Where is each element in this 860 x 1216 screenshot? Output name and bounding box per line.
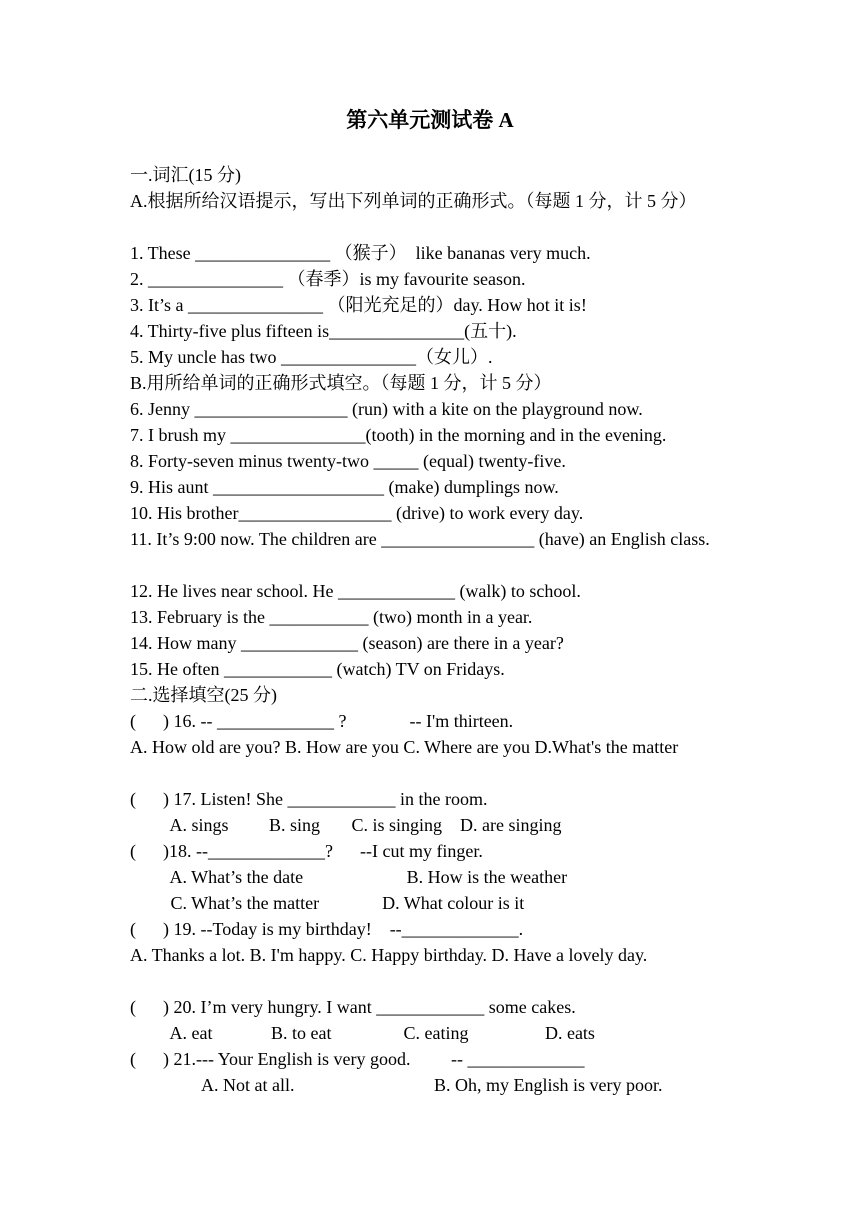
- instruction-part-b: B.用所给单词的正确形式填空。（每题 1 分，计 5 分）: [130, 373, 552, 393]
- question-18-options-cd: C. What’s the matter D. What colour is it: [130, 893, 525, 913]
- question-8: 8. Forty-seven minus twenty-two _____ (equal) twenty-five.: [130, 451, 566, 471]
- question-11: 11. It’s 9:00 now. The children are _________________ (have) an English class.: [130, 529, 710, 549]
- section-heading-vocabulary: 一.词汇(15 分): [130, 165, 241, 185]
- question-10: 10. His brother_________________ (drive) to work every day.: [130, 503, 584, 523]
- question-17: ( ) 17. Listen! She ____________ in the room.: [130, 789, 488, 809]
- question-2: 2. _______________ （春季）is my favourite season.: [130, 269, 526, 289]
- question-6: 6. Jenny _________________ (run) with a kite on the playground now.: [130, 399, 643, 419]
- question-3: 3. It’s a _______________ （阳光充足的）day. How hot it is!: [130, 295, 587, 315]
- question-15: 15. He often ____________ (watch) TV on Fridays.: [130, 659, 505, 679]
- question-18: ( )18. --_____________? --I cut my finger.: [130, 841, 483, 861]
- question-5: 5. My uncle has two _______________（女儿）.: [130, 347, 493, 367]
- question-19-options: A. Thanks a lot. B. I'm happy. C. Happy birthday. D. Have a lovely day.: [130, 945, 648, 965]
- question-20-options: A. eat B. to eat C. eating D. eats: [130, 1023, 595, 1043]
- question-9: 9. His aunt ___________________ (make) dumplings now.: [130, 477, 559, 497]
- question-13: 13. February is the ___________ (two) month in a year.: [130, 607, 533, 627]
- question-14: 14. How many _____________ (season) are there in a year?: [130, 633, 564, 653]
- question-1: 1. These _______________ （猴子） like bananas very much.: [130, 243, 591, 263]
- question-21: ( ) 21.--- Your English is very good. -- _____________: [130, 1049, 585, 1069]
- page-title: 第六单元测试卷 A: [346, 108, 514, 132]
- question-18-options-ab: A. What’s the date B. How is the weather: [130, 867, 568, 887]
- instruction-part-a: A.根据所给汉语提示，写出下列单词的正确形式。（每题 1 分，计 5 分）: [130, 191, 697, 211]
- question-4: 4. Thirty-five plus fifteen is_______________(五十).: [130, 321, 517, 341]
- question-20: ( ) 20. I’m very hungry. I want ____________ some cakes.: [130, 997, 576, 1017]
- question-12: 12. He lives near school. He _____________ (walk) to school.: [130, 581, 581, 601]
- question-7: 7. I brush my _______________(tooth) in the morning and in the evening.: [130, 425, 667, 445]
- question-21-options: A. Not at all. B. Oh, my English is very poor.: [130, 1075, 663, 1095]
- question-19: ( ) 19. --Today is my birthday! --_____________.: [130, 919, 524, 939]
- question-17-options: A. sings B. sing C. is singing D. are singing: [130, 815, 562, 835]
- section-heading-multiple-choice: 二.选择填空(25 分): [130, 685, 277, 705]
- question-16: ( ) 16. -- _____________ ? -- I'm thirteen.: [130, 711, 514, 731]
- question-16-options: A. How old are you? B. How are you C. Where are you D.What's the matter: [130, 737, 679, 757]
